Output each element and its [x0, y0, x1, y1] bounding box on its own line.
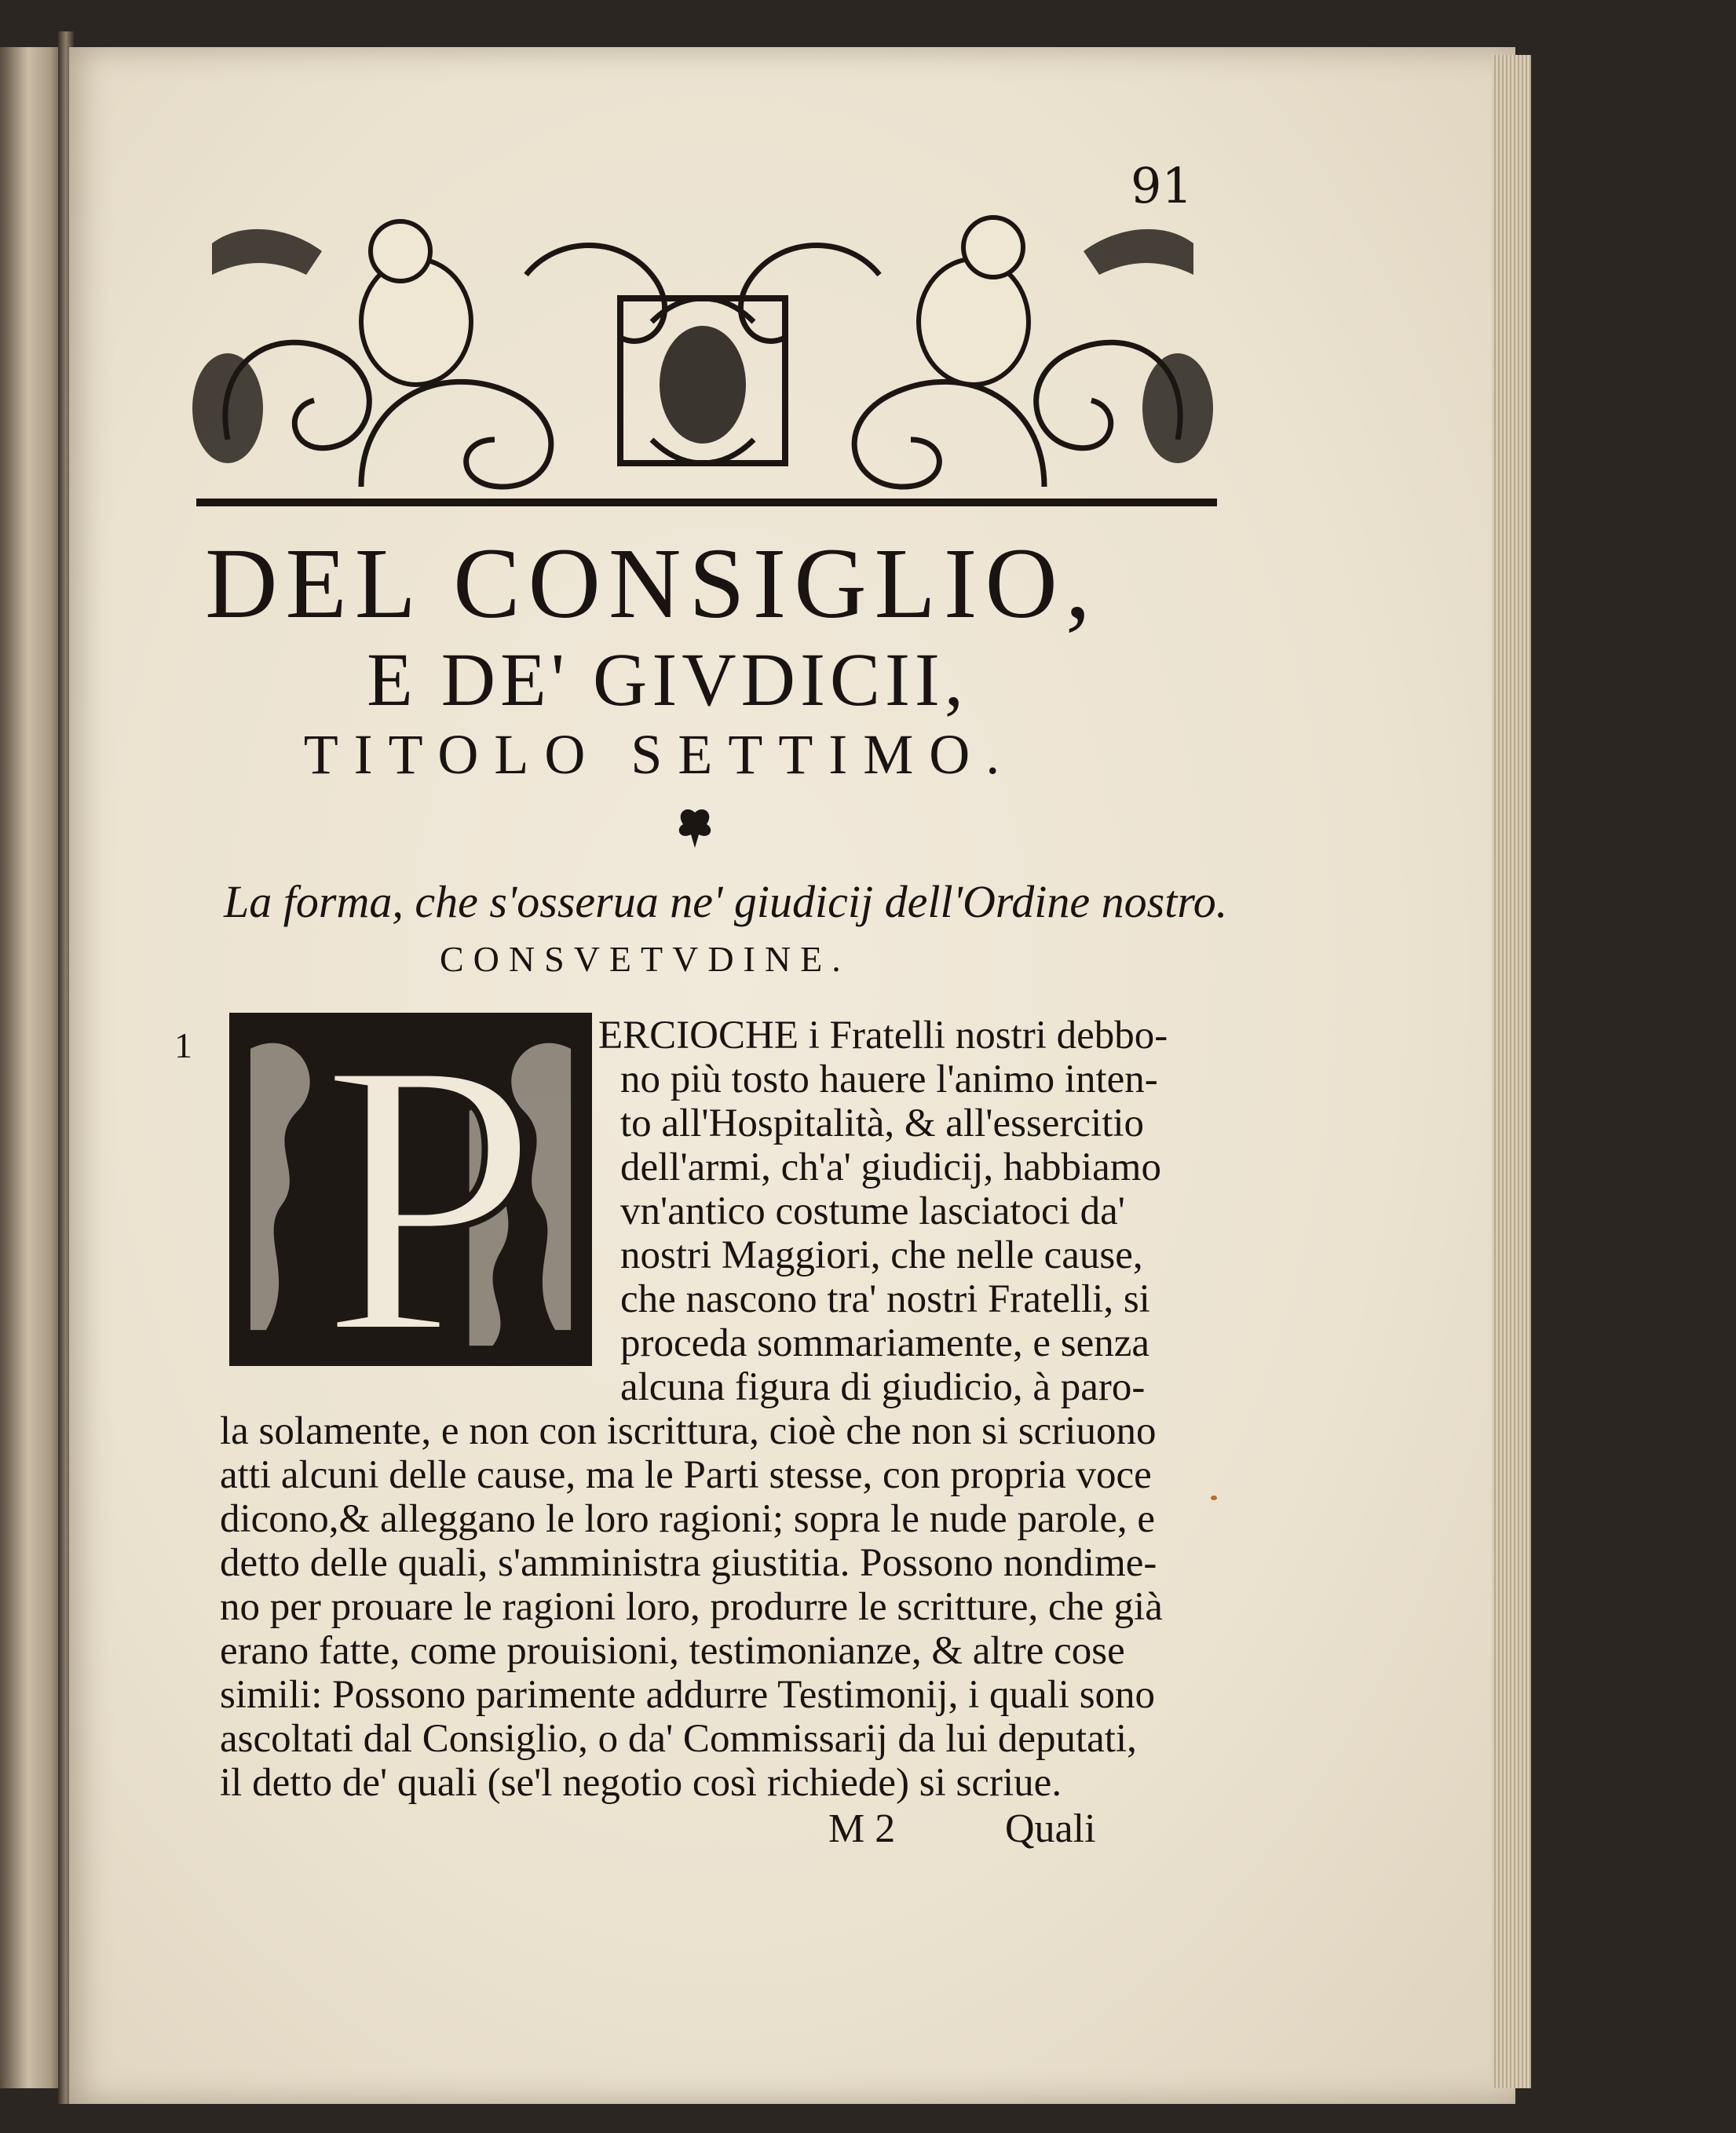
text-line: la solamente, e non con iscrittura, cioè che non si scriuono: [220, 1409, 1157, 1453]
text-line: ERCIOCHE i Fratelli nostri debbo-: [598, 1014, 1168, 1057]
text-line: nostri Maggiori, che nelle cause,: [620, 1233, 1143, 1277]
left-page-edge: [0, 47, 63, 2088]
page-number: 91: [1131, 157, 1193, 214]
text-line: simili: Possono parimente addurre Testimonij, i quali sono: [220, 1673, 1156, 1717]
text-line: dell'armi, ch'a' giudicij, habbiamo: [620, 1145, 1161, 1189]
text-line: detto delle quali, s'amministra giustitia. Possono nondime-: [220, 1541, 1157, 1585]
decorated-initial: [229, 981, 592, 1415]
text-line: che nascono tra' nostri Fratelli, si: [620, 1277, 1150, 1321]
text-line: to all'Hospitalità, & all'essercitio: [620, 1101, 1145, 1145]
woodcut-headpiece-ornament: [181, 204, 1225, 526]
chapter-title-line-3: TITOLO SETTIMO.: [303, 723, 1016, 786]
initial-letter: P: [320, 981, 539, 1415]
text-line: ascoltati dal Consiglio, o da' Commissarij da lui deputati,: [220, 1717, 1137, 1761]
text-line: alcuna figura di giudicio, à paro-: [620, 1365, 1146, 1409]
chapter-title-line-1: DEL CONSIGLIO,: [205, 528, 1098, 639]
section-rubric: La forma, che s'osserua ne' giudicij dell'Ordine nostro.: [224, 876, 1228, 927]
fleuron-ornament: [671, 805, 718, 852]
text-line: atti alcuni delle cause, ma le Parti stesse, con propria voce: [220, 1453, 1152, 1497]
text-line: proceda sommariamente, e senza: [620, 1321, 1150, 1365]
page-edges: [1492, 55, 1531, 2088]
text-line: erano fatte, come prouisioni, testimonianze, & altre cose: [220, 1629, 1125, 1673]
text-line: no più tosto hauere l'animo inten-: [620, 1057, 1158, 1101]
catchword: Quali: [1005, 1806, 1096, 1851]
section-heading: CONSVETVDINE.: [440, 939, 850, 979]
ink-speck: [1211, 1496, 1217, 1500]
text-line: no per prouare le ragioni loro, produrre le scritture, che già: [220, 1585, 1163, 1629]
paragraph-number: 1: [174, 1025, 192, 1065]
signature-mark: M 2: [828, 1806, 896, 1851]
text-line: dicono,& alleggano le loro ragioni; sopra le nude parole, e: [220, 1497, 1156, 1541]
chapter-title-line-2: E DE' GIVDICII,: [367, 637, 968, 721]
text-line: il detto de' quali (se'l negotio così richiede) si scriue.: [220, 1761, 1062, 1805]
text-line: vn'antico costume lasciatoci da': [620, 1189, 1125, 1233]
